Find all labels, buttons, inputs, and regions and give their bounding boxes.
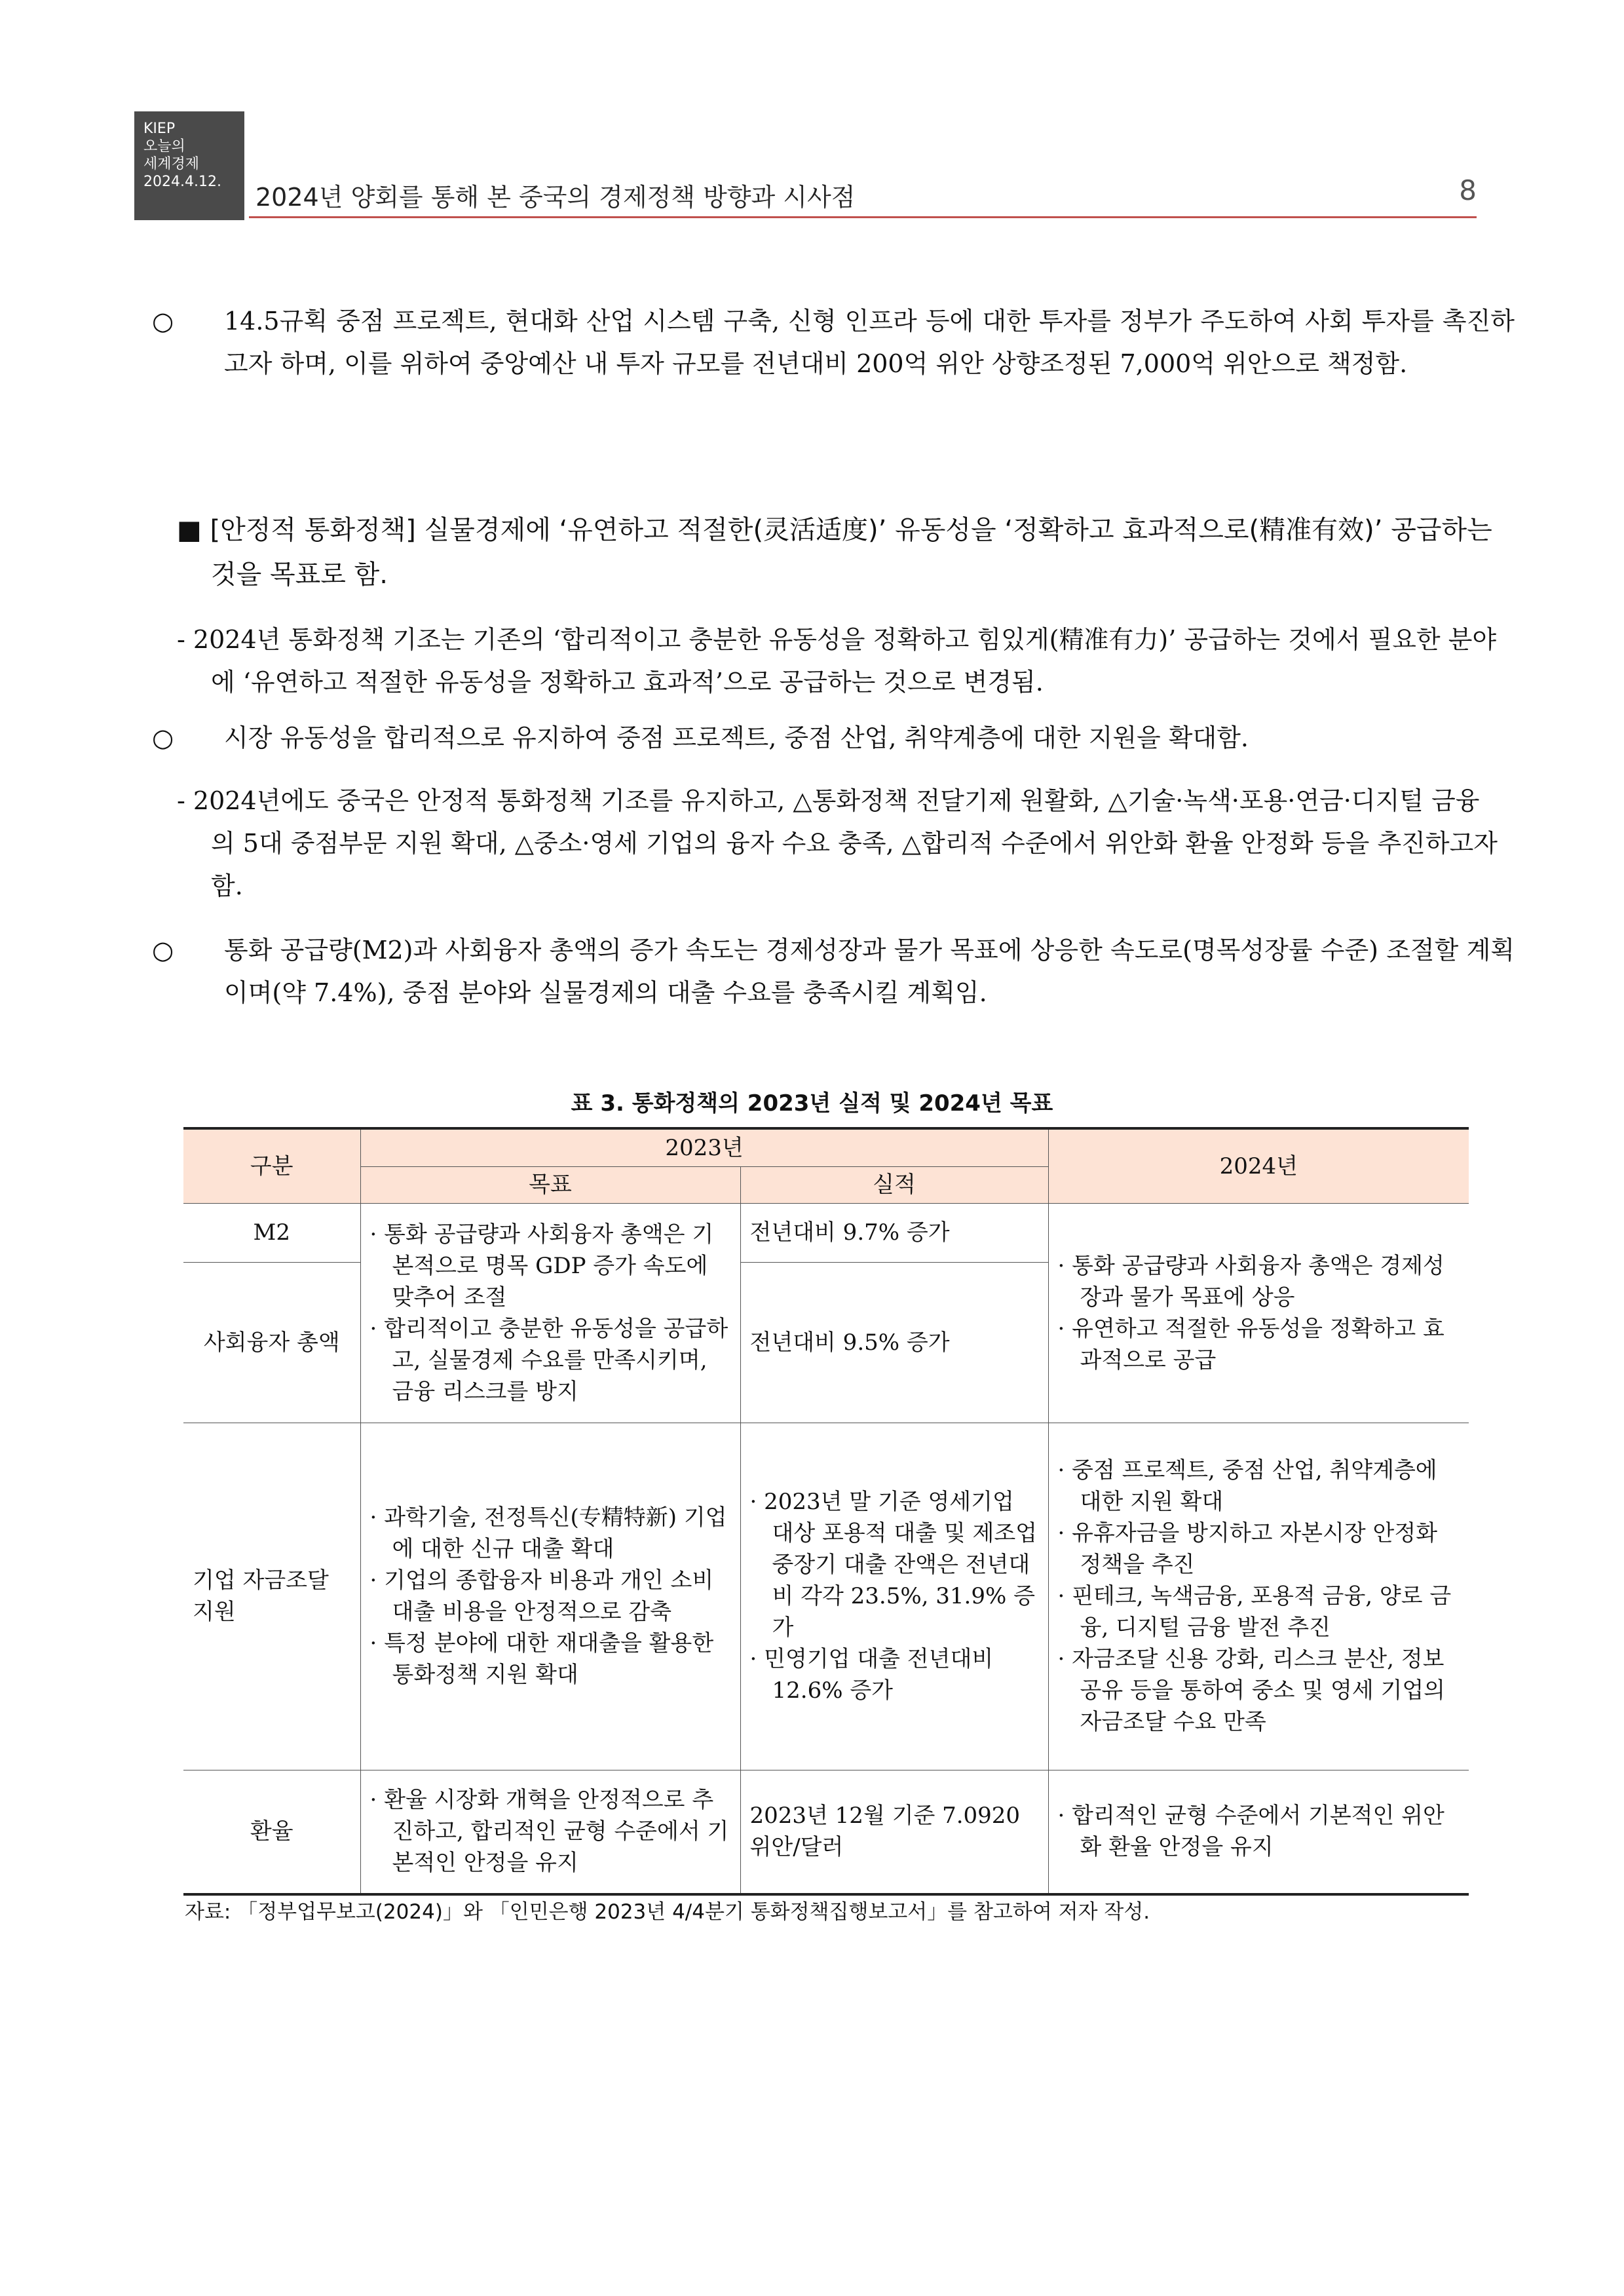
row-label-social: 사회융자 총액 <box>183 1262 360 1423</box>
badge-line: 세계경제 <box>143 156 200 172</box>
paragraph-text: 14.5규획 중점 프로젝트, 현대화 산업 시스템 구축, 신형 인프라 등에 대한 투자를 정부가 주도하여 사회 투자를 촉진하고자 하며, 이를 위하여 중앙예산 내 투자 규모를 전년대비 200억 위안 상향조정된 7,000억 위안으로 책정함. <box>224 307 1515 378</box>
bullet-paragraph <box>152 300 1515 385</box>
list-item: 유연하고 적절한 유동성을 정확하고 효과적으로 공급 <box>1072 1315 1445 1373</box>
list-item: 2023년 말 기준 영세기업 대상 포용적 대출 및 제조업 중장기 대출 잔액은 전년대비 각각 23.5%, 31.9% 증가 <box>764 1489 1038 1641</box>
row-label-fx: 환율 <box>183 1770 360 1894</box>
policy-table <box>183 1127 1469 1896</box>
list-item: 핀테크, 녹색금융, 포용적 금융, 양로 금융, 디지털 금융 발전 추진 <box>1072 1583 1452 1641</box>
header-rule <box>249 216 1477 218</box>
fx-2024-cell: · 합리적인 균형 수준에서 기본적인 위안화 환율 안정을 유지 <box>1048 1770 1469 1894</box>
list-item: 자금조달 신용 강화, 리스크 분산, 정보 공유 등을 통하여 중소 및 영세 기업의 자금조달 수요 만족 <box>1072 1646 1446 1735</box>
circle-bullet: ○ <box>152 936 174 965</box>
social-actual-cell: 전년대비 9.5% 증가 <box>740 1262 1048 1423</box>
row-label-m2: M2 <box>183 1203 360 1262</box>
corp-2024-cell: · 중점 프로젝트, 중점 산업, 취약계층에 대한 지원 확대 · 유휴자금을 방지하고 자본시장 안정화 정책을 추진 · 핀테크, 녹색금융, 포용적 금융, 양로 금융, 디지털 금융 발전 추진 · 자금조달 신용 강화, 리스크 분산, 정보 공유 등을 통하여 중소 및 영세 기업의 자금조달 수요 만족 <box>1048 1423 1469 1770</box>
badge-line: 2024.4.12. <box>143 174 221 190</box>
circle-bullet: ○ <box>152 723 174 752</box>
table-row <box>183 1203 1469 1262</box>
header-target: 목표 <box>360 1166 740 1203</box>
list-item: 유휴자금을 방지하고 자본시장 안정화 정책을 추진 <box>1072 1520 1438 1578</box>
corp-actual-cell: · 2023년 말 기준 영세기업 대상 포용적 대출 및 제조업 중장기 대출 잔액은 전년대비 각각 23.5%, 31.9% 증가 · 민영기업 대출 전년대비 12.6% 증가 <box>740 1423 1048 1770</box>
list-item: 민영기업 대출 전년대비 12.6% 증가 <box>764 1646 994 1704</box>
bullet-paragraph <box>152 929 1515 1014</box>
corp-target-cell: · 과학기술, 전정특신(专精特新) 기업에 대한 신규 대출 확대 · 기업의 종합융자 비용과 개인 소비대출 비용을 안정적으로 감축 · 특정 분야에 대한 재대출을 활용한 통화정책 지원 확대 <box>360 1423 740 1770</box>
circle-bullet: ○ <box>152 307 174 335</box>
badge-line: 오늘의 <box>143 138 185 155</box>
list-item: 합리적인 균형 수준에서 기본적인 위안화 환율 안정을 유지 <box>1072 1803 1445 1861</box>
running-title: 2024년 양회를 통해 본 중국의 경제정책 방향과 시사점 <box>255 183 856 212</box>
fx-actual-cell: 2023년 12월 기준 7.0920위안/달러 <box>740 1770 1048 1894</box>
list-item: 통화 공급량과 사회융자 총액은 기본적으로 명목 GDP 증가 속도에 맞추어 조절 <box>384 1221 714 1311</box>
table-row <box>183 1770 1469 1894</box>
publication-badge <box>134 111 244 220</box>
badge-line: KIEP <box>143 121 176 137</box>
paragraph-text: 통화 공급량(M2)과 사회융자 총액의 증가 속도는 경제성장과 물가 목표에 상응한 속도로(명목성장률 수준) 조절할 계획이며(약 7.4%), 중점 분야와 실물경제의 대출 수요를 충족시킬 계획임. <box>224 936 1515 1007</box>
list-item: 기업의 종합융자 비용과 개인 소비대출 비용을 안정적으로 감축 <box>384 1567 714 1625</box>
header-actual: 실적 <box>740 1166 1048 1203</box>
list-item: 통화 공급량과 사회융자 총액은 경제성장과 물가 목표에 상응 <box>1072 1252 1445 1311</box>
header-category: 구분 <box>183 1128 360 1203</box>
table-row <box>183 1423 1469 1770</box>
m2-actual-cell: 전년대비 9.7% 증가 <box>740 1203 1048 1262</box>
dash-paragraph: - 2024년에도 중국은 안정적 통화정책 기조를 유지하고, △통화정책 전달기제 원활화, △기술·녹색·포용·연금·디지털 금융의 5대 중점부문 지원 확대, △중소·영세 기업의 융자 수요 충족, △합리적 수준에서 위안화 환율 안정화 등을 추진하고자 함. <box>177 786 1498 900</box>
header-2023: 2023년 <box>360 1128 1048 1166</box>
m2-target-cell: · 통화 공급량과 사회융자 총액은 기본적으로 명목 GDP 증가 속도에 맞추어 조절 · 합리적이고 충분한 유동성을 공급하고, 실물경제 수요를 만족시키며, 금융 리스크를 방지 <box>360 1203 740 1423</box>
list-item: 중점 프로젝트, 중점 산업, 취약계층에 대한 지원 확대 <box>1072 1457 1437 1515</box>
dash-paragraph: - 2024년 통화정책 기조는 기존의 ‘합리적이고 충분한 유동성을 정확하고 힘있게(精准有力)’ 공급하는 것에서 필요한 분야에 ‘유연하고 적절한 유동성을 정확하고 효과적’으로 공급하는 것으로 변경됨. <box>177 625 1497 697</box>
list-item: 특정 분야에 대한 재대출을 활용한 통화정책 지원 확대 <box>384 1630 714 1688</box>
header-2024: 2024년 <box>1048 1128 1469 1203</box>
table-source-note: 자료: 「정부업무보고(2024)」와 「인민은행 2023년 4/4분기 통화정책집행보고서」를 참고하여 저자 작성. <box>185 1900 1150 1924</box>
section-heading: ■ [안정적 통화정책] 실물경제에 ‘유연하고 적절한(灵活适度)’ 유동성을 ‘정확하고 효과적으로(精准有效)’ 공급하는 것을 목표로 함. <box>177 515 1492 590</box>
list-item: 과학기술, 전정특신(专精特新) 기업에 대한 신규 대출 확대 <box>384 1504 727 1562</box>
fx-target-cell: · 환율 시장화 개혁을 안정적으로 추진하고, 합리적인 균형 수준에서 기본적인 안정을 유지 <box>360 1770 740 1894</box>
bullet-paragraph <box>152 717 1515 759</box>
list-item: 환율 시장화 개혁을 안정적으로 추진하고, 합리적인 균형 수준에서 기본적인 안정을 유지 <box>384 1787 729 1877</box>
row-label-corp: 기업 자금조달 지원 <box>183 1423 360 1770</box>
paragraph-text: 시장 유동성을 합리적으로 유지하여 중점 프로젝트, 중점 산업, 취약계층에 대한 지원을 확대함. <box>224 723 1249 752</box>
m2-2024-cell: · 통화 공급량과 사회융자 총액은 경제성장과 물가 목표에 상응 · 유연하고 적절한 유동성을 정확하고 효과적으로 공급 <box>1048 1203 1469 1423</box>
page-number: 8 <box>1459 174 1477 206</box>
list-item: 합리적이고 충분한 유동성을 공급하고, 실물경제 수요를 만족시키며, 금융 리스크를 방지 <box>384 1315 728 1405</box>
table-title: 표 3. 통화정책의 2023년 실적 및 2024년 목표 <box>571 1090 1053 1117</box>
